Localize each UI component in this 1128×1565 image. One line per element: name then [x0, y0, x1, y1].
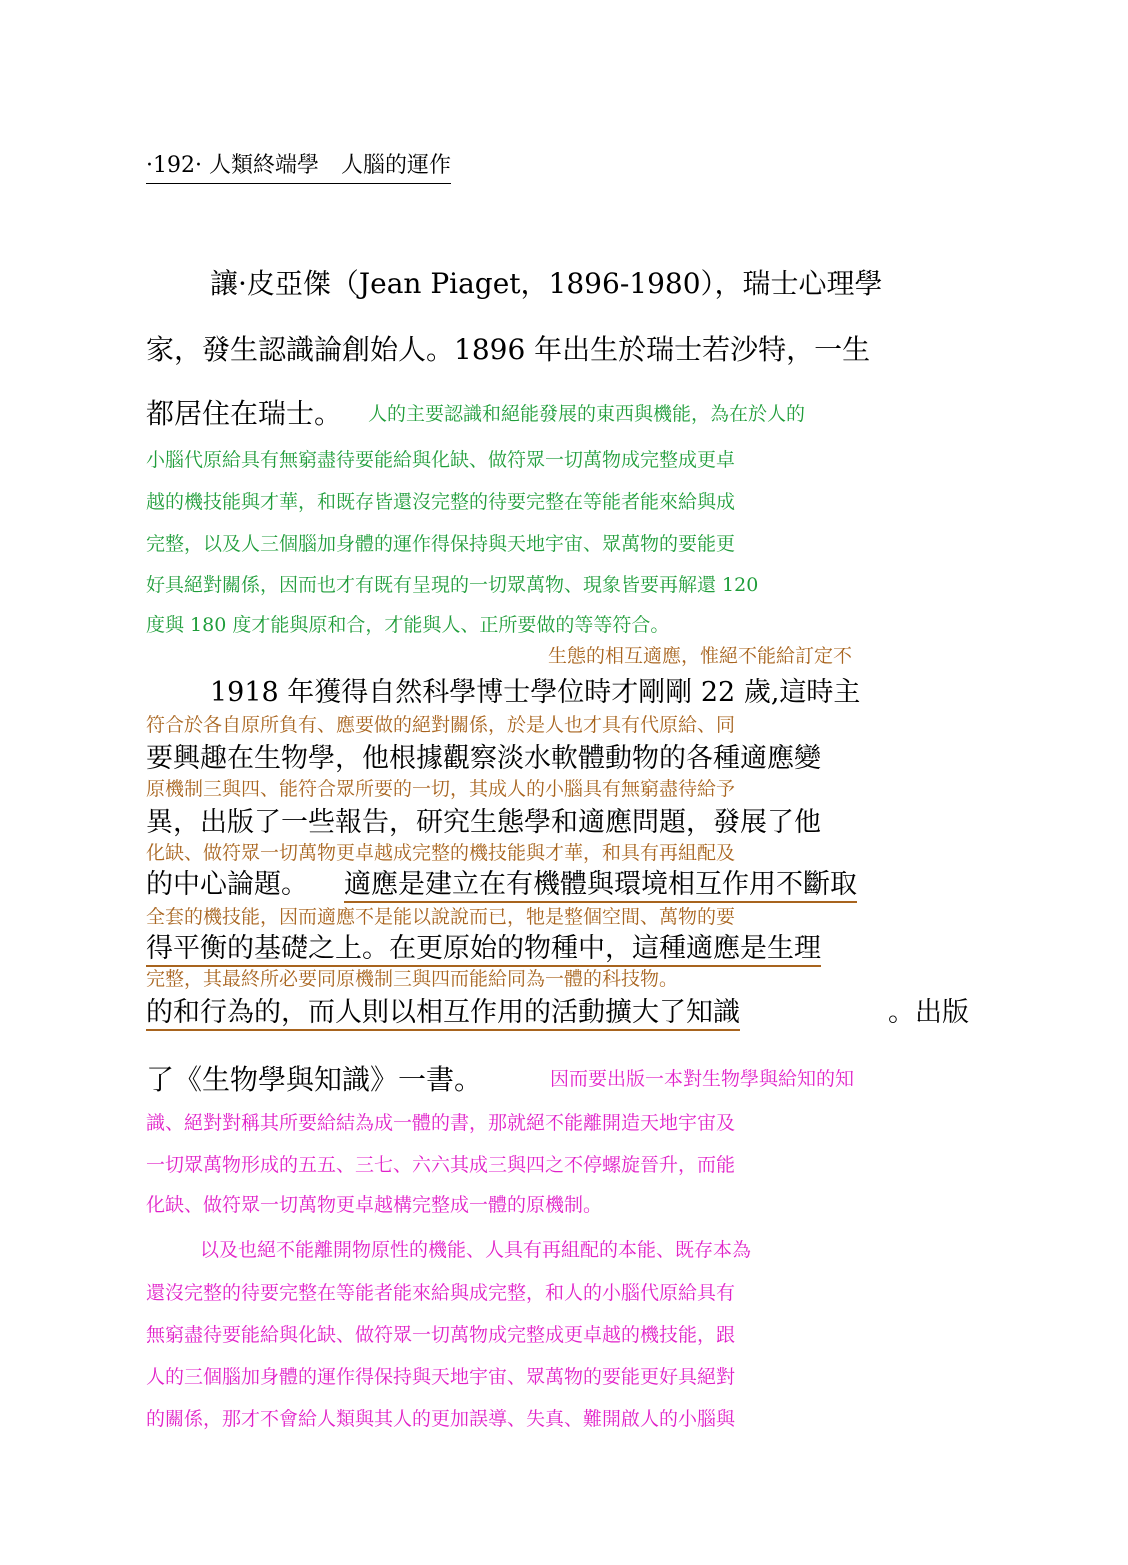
para2-brown-1: 生態的相互適應，惟絕不能給訂定不 — [548, 645, 853, 667]
para2-line-1: 1918 年獲得自然科學博士學位時才剛剛 22 歲,這時主 — [210, 677, 861, 708]
para3-pink-3: 一切眾萬物形成的五五、三七、六六其成三與四之不停螺旋晉升，而能 — [146, 1154, 736, 1176]
para1-green-5: 好具絕對關係，因而也才有既有呈現的一切眾萬物、現象皆要再解還 120 — [146, 574, 759, 596]
para2-line-6-tail: 。出版 — [888, 997, 969, 1028]
para2-brown-2: 符合於各自原所負有、應要做的絕對關係，於是人也才具有代原給、同 — [146, 714, 736, 736]
para2-line-4b-underlined: 適應是建立在有機體與環境相互作用不斷取 — [344, 862, 857, 903]
para4-pink-4: 人的三個腦加身體的運作得保持與天地宇宙、眾萬物的要能更好具絕對 — [146, 1366, 736, 1388]
para3-pink-4: 化缺、做符眾一切萬物更卓越構完整成一體的原機制。 — [146, 1194, 603, 1216]
para4-pink-5: 的關係，那才不會給人類與其人的更加誤導、失真、難開啟人的小腦與 — [146, 1408, 736, 1430]
para2-brown-5: 全套的機技能，因而適應不是能以說說而已，牠是整個空間、萬物的要 — [146, 906, 736, 928]
para1-line-2: 家，發生認識論創始人。1896 年出生於瑞士若沙特，一生 — [146, 333, 871, 366]
para3-line-1: 了《生物學與知識》一書。 — [146, 1063, 483, 1096]
para1-green-2: 小腦代原給具有無窮盡待要能給與化缺、做符眾一切萬物成完整成更卓 — [146, 449, 736, 471]
page-header: ·192· 人類終端學 人腦的運作 — [146, 148, 451, 184]
para1-line-1: 讓·皮亞傑（Jean Piaget，1896-1980），瑞士心理學 — [210, 267, 883, 300]
para2-line-2: 要興趣在生物學，他根據觀察淡水軟體動物的各種適應變 — [146, 743, 821, 774]
para1-green-4: 完整，以及人三個腦加身體的運作得保持與天地宇宙、眾萬物的要能更 — [146, 533, 736, 555]
para4-pink-3: 無窮盡待要能給與化缺、做符眾一切萬物成完整成更卓越的機技能，跟 — [146, 1324, 736, 1346]
para1-green-3: 越的機技能與才華，和既存皆還沒完整的待要完整在等能者能來給與成 — [146, 491, 736, 513]
para1-green-1: 人的主要認識和絕能發展的東西與機能，為在於人的 — [368, 403, 806, 425]
para1-line-3: 都居住在瑞士。 — [146, 397, 343, 430]
para2-brown-6: 完整，其最終所必要同原機制三與四而能給同為一體的科技物。 — [146, 968, 679, 990]
para3-pink-1: 因而要出版一本對生物學與給知的知 — [550, 1068, 855, 1090]
para2-brown-3: 原機制三與四、能符合眾所要的一切，其成人的小腦具有無窮盡待給予 — [146, 778, 736, 800]
para1-green-6: 度與 180 度才能與原和合，才能與人、正所要做的等等符合。 — [146, 614, 670, 636]
para4-pink-2: 還沒完整的待要完整在等能者能來給與成完整，和人的小腦代原給具有 — [146, 1282, 736, 1304]
para4-pink-1: 以及也絕不能離開物原性的機能、人具有再組配的本能、既存本為 — [200, 1239, 752, 1261]
para2-line-6-underlined: 的和行為的，而人則以相互作用的活動擴大了知識 — [146, 990, 740, 1031]
para2-line-5-underlined: 得平衡的基礎之上。在更原始的物種中，這種適應是生理 — [146, 926, 821, 967]
para3-pink-2: 識、絕對對稱其所要給結為成一體的書，那就絕不能離開造天地宇宙及 — [146, 1112, 736, 1134]
para2-brown-4: 化缺、做符眾一切萬物更卓越成完整的機技能與才華，和具有再組配及 — [146, 842, 736, 864]
para2-line-3: 異，出版了一些報告，研究生態學和適應問題，發展了他 — [146, 807, 821, 838]
para2-line-4a: 的中心論題。 — [146, 869, 308, 900]
